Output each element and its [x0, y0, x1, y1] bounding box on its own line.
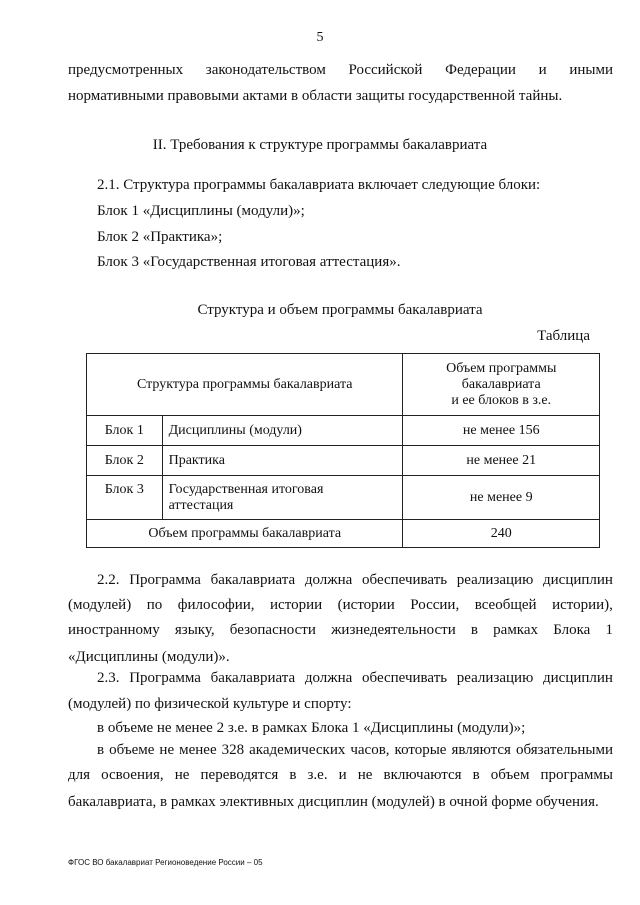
- section-2-3-item-2-line-3: бакалавриата, в рамках элективных дисциплин (модулей) в очной форме обучения.: [68, 794, 599, 810]
- block-volume-cell: не менее 156: [403, 416, 600, 446]
- word: часов,: [350, 742, 390, 758]
- word: реализацию: [456, 670, 534, 686]
- block-volume-cell: не менее 21: [403, 446, 600, 476]
- section-2-1-lead: 2.1. Структура программы бакалавриата включает следующие блоки:: [97, 177, 541, 193]
- word: менее: [179, 742, 217, 758]
- word: которые: [394, 742, 447, 758]
- footer-text: ФГОС ВО бакалавриат Регионоведение России – 05: [68, 858, 263, 867]
- word: философии,: [177, 597, 255, 613]
- word: Программа: [129, 670, 201, 686]
- block-2-item: Блок 2 «Практика»;: [97, 229, 223, 245]
- word: в: [470, 622, 478, 638]
- section-2-3-item-2-line-1: [97, 742, 613, 759]
- header-volume-line: Объем программы: [446, 360, 557, 376]
- word: Российской: [348, 62, 423, 78]
- word: Программа: [129, 572, 201, 588]
- word: в: [97, 742, 105, 758]
- section-2-3-line-2: (модулей) по физической культуре и спорту:: [68, 696, 352, 712]
- total-value-cell: 240: [403, 520, 600, 548]
- table-label: Таблица: [537, 328, 590, 344]
- word: не: [357, 767, 373, 783]
- section-title: II. Требования к структуре программы бакалавриата: [152, 137, 488, 153]
- word: рамках: [493, 622, 539, 638]
- table-row: [87, 416, 600, 446]
- block-name-cell: [162, 476, 403, 520]
- table-total-row: [87, 520, 600, 548]
- intro-line-2: нормативными правовыми актами в области защиты государственной тайны.: [68, 88, 563, 104]
- word: дисциплин: [543, 572, 613, 588]
- header-volume-line: и ее блоков в з.е.: [451, 392, 552, 408]
- word: объеме: [109, 742, 155, 758]
- word: 2.2.: [97, 572, 120, 588]
- word: всеобщей: [474, 597, 537, 613]
- table-header-row: [87, 354, 600, 416]
- word: включаются: [383, 767, 462, 783]
- word: объем: [490, 767, 530, 783]
- block-3-item: Блок 3 «Государственная итоговая аттестация».: [97, 254, 401, 270]
- word: (истории: [337, 597, 395, 613]
- block-cell: Блок 3: [87, 476, 163, 520]
- word: России,: [410, 597, 460, 613]
- block-name-line: аттестация: [168, 497, 234, 513]
- block-name-cell: Дисциплины (модули): [162, 416, 403, 446]
- word: и: [338, 767, 347, 783]
- word: для: [68, 767, 91, 783]
- word: не: [174, 767, 190, 783]
- word: реализацию: [456, 572, 534, 588]
- word: Блока: [553, 622, 591, 638]
- word: в: [472, 767, 480, 783]
- word: освоения,: [101, 767, 164, 783]
- word: 1: [605, 622, 613, 638]
- header-volume-line: бакалавриата: [461, 376, 541, 392]
- word: должна: [304, 572, 353, 588]
- word: Федерации: [445, 62, 516, 78]
- word: 2.3.: [97, 670, 120, 686]
- block-cell: Блок 2: [87, 446, 163, 476]
- word: (модулей): [68, 597, 132, 613]
- section-2-3-item-2-line-2: [68, 767, 613, 784]
- intro-line-1: [68, 62, 613, 79]
- word: законодательством: [205, 62, 326, 78]
- structure-table: [86, 353, 600, 548]
- word: являются: [451, 742, 511, 758]
- word: з.е.: [307, 767, 328, 783]
- section-2-3-line-1: [97, 670, 613, 687]
- header-volume-cell: [403, 354, 600, 416]
- section-2-2-line-2: [68, 597, 613, 614]
- section-2-2-line-3: [68, 622, 613, 639]
- word: должна: [304, 670, 353, 686]
- word: программы: [540, 767, 613, 783]
- word: языку,: [174, 622, 215, 638]
- block-1-item: Блок 1 «Дисциплины (модули)»;: [97, 203, 305, 219]
- word: обеспечивать: [362, 572, 448, 588]
- word: истории: [270, 597, 323, 613]
- word: и: [538, 62, 547, 78]
- table-title: Структура и объем программы бакалавриата: [197, 302, 483, 318]
- word: предусмотренных: [68, 62, 184, 78]
- word: безопасности: [229, 622, 316, 638]
- block-volume-cell: не менее 9: [403, 476, 600, 520]
- word: иностранному: [68, 622, 160, 638]
- word: бакалавриата: [210, 572, 296, 588]
- word: в: [289, 767, 297, 783]
- word: истории),: [552, 597, 613, 613]
- word: обязательными: [515, 742, 613, 758]
- word: жизнедеятельности: [331, 622, 456, 638]
- word: обеспечивать: [362, 670, 448, 686]
- word: не: [159, 742, 175, 758]
- word: 328: [221, 742, 245, 758]
- section-2-2-line-4: «Дисциплины (модули)».: [68, 649, 230, 665]
- header-structure-cell: Структура программы бакалавриата: [87, 354, 403, 416]
- word: по: [146, 597, 163, 613]
- word: переводятся: [200, 767, 279, 783]
- word: академических: [249, 742, 346, 758]
- block-name-cell: Практика: [162, 446, 403, 476]
- table-row: [87, 446, 600, 476]
- total-label-cell: Объем программы бакалавриата: [87, 520, 403, 548]
- block-cell: Блок 1: [87, 416, 163, 446]
- word: иными: [569, 62, 613, 78]
- word: дисциплин: [543, 670, 613, 686]
- page-number: 5: [316, 30, 324, 45]
- block-name-line: Государственная итоговая: [168, 481, 324, 497]
- table-row: [87, 476, 600, 520]
- word: бакалавриата: [210, 670, 296, 686]
- section-2-3-item-1: в объеме не менее 2 з.е. в рамках Блока 1 «Дисциплины (модули)»;: [97, 720, 526, 736]
- section-2-2-line-1: [97, 572, 613, 589]
